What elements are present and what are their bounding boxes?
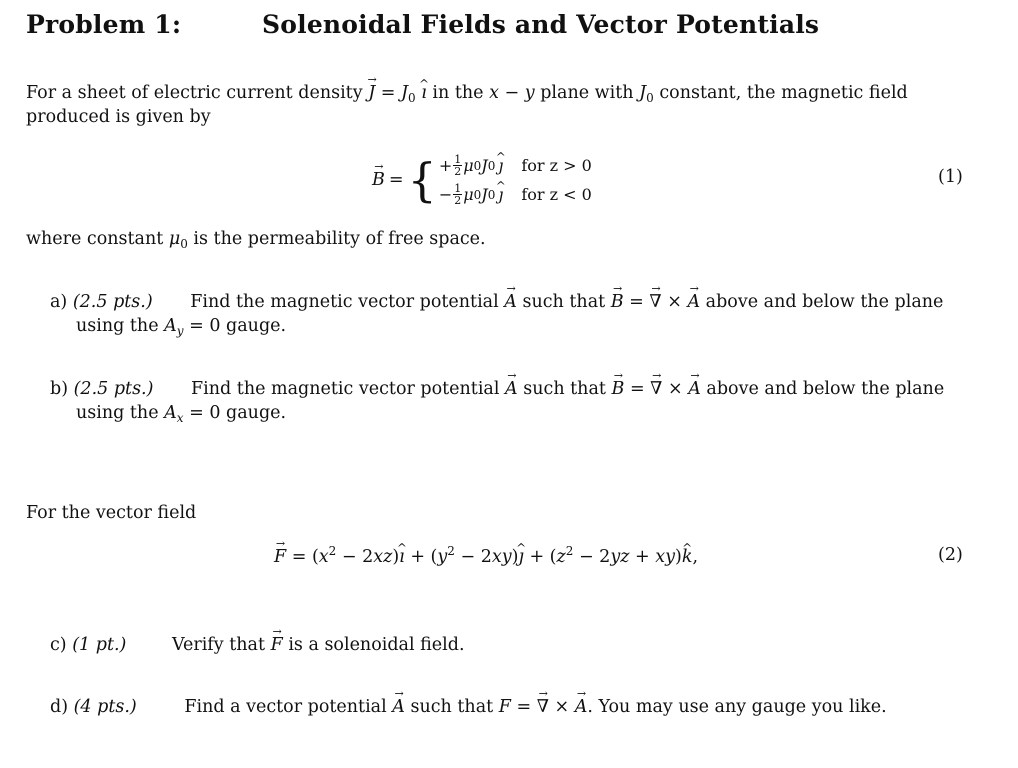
equation-2: F → = ($x^2$ − 2xz)ı ^ + ($y^2$ − 2xy)ȷ ^ + $(z^2 - 2yz + xy)k$ ^, bbox=[274, 545, 698, 569]
part-a-text: Find the magnetic vector potential bbox=[190, 292, 499, 312]
case-brace: { bbox=[407, 153, 437, 207]
part-a-line-2: using the $A_y = 0$ gauge. bbox=[76, 316, 287, 338]
permeability-note: where constant $\mu_0$ is the permeability of free space. bbox=[26, 229, 486, 251]
part-a-label: a) bbox=[50, 292, 68, 312]
intro-text: constant, the magnetic field bbox=[659, 83, 908, 103]
part-a-text: using the bbox=[76, 316, 159, 336]
part-b-text: above and below the plane bbox=[706, 379, 945, 399]
note-text: is the permeability of free space. bbox=[193, 229, 486, 249]
unit-vector-i: ı ^ bbox=[421, 81, 427, 105]
part-d-points: (4 pts.) bbox=[73, 697, 137, 717]
part-b-text: gauge. bbox=[226, 403, 287, 423]
part-b-label: b) bbox=[50, 379, 69, 399]
part-c-points: (1 pt.) bbox=[72, 635, 127, 655]
part-b-text: Find the magnetic vector potential bbox=[191, 379, 500, 399]
part-a: a) (2.5 pts.) Find the magnetic vector potential A → such that B → = ∇ → × A → above and below the plane bbox=[50, 290, 943, 314]
part-c: c) (1 pt.) Verify that F → is a solenoidal field. bbox=[50, 633, 465, 657]
case-2-condition: for z < 0 bbox=[521, 184, 592, 204]
part-d: d) (4 pts.) Find a vector potential A → such that F = ∇ → × A →. You may use any gauge you like. bbox=[50, 695, 887, 719]
equation-1-number: (1) bbox=[938, 167, 963, 187]
intro-text: in the bbox=[432, 83, 484, 103]
part-d-text: such that bbox=[410, 697, 494, 717]
magnetic-field-vector: B → bbox=[372, 168, 385, 192]
vector-field-intro: For the vector field bbox=[26, 503, 197, 523]
intro-text: For a sheet of electric current density bbox=[26, 83, 363, 103]
part-b-text: using the bbox=[76, 403, 159, 423]
part-d-text: . You may use any gauge you like. bbox=[587, 697, 887, 717]
part-a-text: such that bbox=[522, 292, 606, 312]
equation-2-number: (2) bbox=[938, 545, 963, 565]
page-title: Solenoidal Fields and Vector Potentials bbox=[262, 10, 820, 39]
note-text: where constant bbox=[26, 229, 164, 249]
part-b-points: (2.5 pts.) bbox=[73, 379, 154, 399]
intro-line-1: For a sheet of electric current density J → = $J_0$ ı ^ in the x − y plane with $J_0$ constant, the magnetic field bbox=[26, 81, 966, 105]
intro-text: plane with bbox=[540, 83, 634, 103]
part-c-text: is a solenoidal field. bbox=[288, 635, 465, 655]
part-c-text: Verify that bbox=[171, 635, 265, 655]
current-density-vector: J → bbox=[368, 81, 375, 105]
part-b-text: such that bbox=[523, 379, 606, 399]
case-1-condition: for z > 0 bbox=[521, 155, 592, 175]
problem-label: Problem 1: bbox=[26, 10, 182, 39]
part-a-text: gauge. bbox=[226, 316, 287, 336]
intro-line-2: produced is given by bbox=[26, 107, 211, 127]
part-d-label: d) bbox=[50, 697, 69, 717]
part-d-text: Find a vector potential bbox=[184, 697, 387, 717]
equation-1: B → = { + $\frac{1}{2}$ μ 0 J 0 ȷ ^ for z > 0 − $\frac{1}{2}$ μ 0 J 0 ȷ ^ for z < 0 bbox=[372, 150, 592, 210]
part-b-line-2: using the $A_x = 0$ gauge. bbox=[76, 403, 287, 425]
part-c-label: c) bbox=[50, 635, 67, 655]
part-a-points: (2.5 pts.) bbox=[72, 292, 153, 312]
part-a-text: above and below the plane bbox=[705, 292, 944, 312]
part-b: b) (2.5 pts.) Find the magnetic vector potential A → such that B → = ∇ → × A → above and below the plane bbox=[50, 377, 944, 401]
